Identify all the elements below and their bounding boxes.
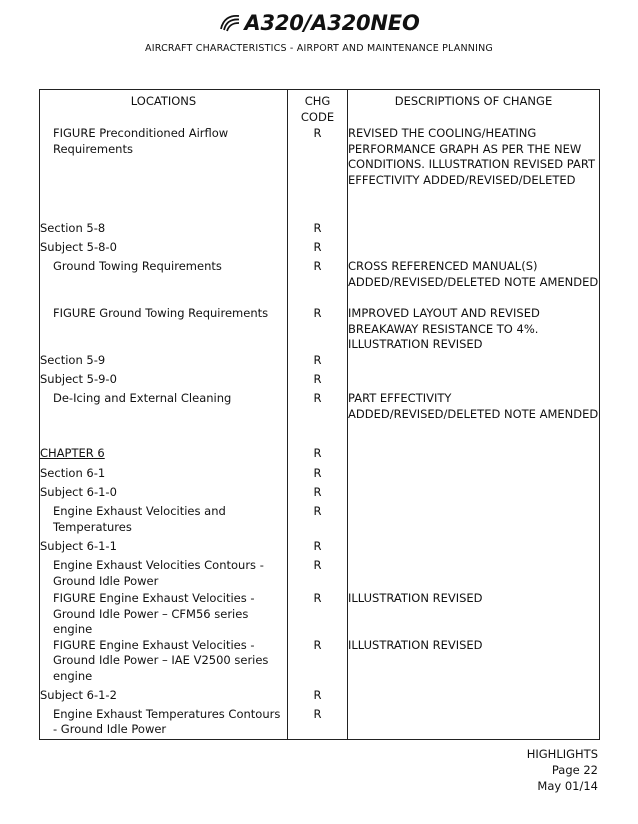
location-cell: Subject 6-1-2 bbox=[40, 687, 117, 702]
location-cell: Engine Exhaust Velocities Contours - Ground Idle Power bbox=[53, 558, 264, 588]
chg-code-cell: R bbox=[288, 466, 348, 485]
table-header-row bbox=[40, 90, 600, 127]
chg-code-column-header: CHG CODE bbox=[288, 90, 348, 127]
description-cell bbox=[348, 504, 600, 539]
description-cell bbox=[348, 485, 600, 504]
table-row bbox=[40, 591, 600, 638]
footer-date: May 01/14 bbox=[537, 779, 598, 793]
chg-code-cell: R bbox=[288, 558, 348, 591]
description-cell bbox=[348, 353, 600, 372]
description-cell bbox=[348, 558, 600, 591]
location-cell: Subject 5-8-0 bbox=[40, 240, 117, 254]
location-cell: Subject 6-1-0 bbox=[40, 485, 117, 499]
table-row bbox=[40, 466, 600, 485]
chg-code-cell: R bbox=[288, 306, 348, 353]
location-cell: FIGURE Ground Towing Requirements bbox=[53, 306, 269, 320]
table-row bbox=[40, 485, 600, 504]
table-row bbox=[40, 259, 600, 306]
chg-code-cell: R bbox=[288, 372, 348, 391]
chg-code-cell: R bbox=[288, 539, 348, 558]
chg-code-cell: R bbox=[288, 446, 348, 466]
table-row bbox=[40, 707, 600, 740]
description-cell: IMPROVED LAYOUT AND REVISED BREAKAWAY RESISTANCE TO 4%. ILLUSTRATION REVISED bbox=[348, 306, 600, 353]
description-cell: REVISED THE COOLING/HEATING PERFORMANCE GRAPH AS PER THE NEW CONDITIONS. ILLUSTRATION REVISED PART EFFECTIVITY ADDED/REVISED/DELETED bbox=[348, 126, 600, 221]
location-cell: Engine Exhaust Velocities and Temperatures bbox=[53, 504, 226, 534]
highlights-table bbox=[39, 89, 600, 740]
table-row bbox=[40, 306, 600, 353]
location-cell: FIGURE Engine Exhaust Velocities - Ground Idle Power – IAE V2500 series engine bbox=[53, 637, 269, 683]
table-row bbox=[40, 353, 600, 372]
table-row bbox=[40, 688, 600, 707]
description-cell: CROSS REFERENCED MANUAL(S) ADDED/REVISED/DELETED NOTE AMENDED bbox=[348, 259, 600, 306]
chg-code-cell: R bbox=[288, 221, 348, 240]
table-row bbox=[40, 446, 600, 466]
table-row bbox=[40, 240, 600, 259]
location-cell: Subject 5-9-0 bbox=[40, 372, 117, 386]
table-row bbox=[40, 638, 600, 688]
description-cell bbox=[348, 240, 600, 259]
description-cell bbox=[348, 466, 600, 485]
document-subtitle: AIRCRAFT CHARACTERISTICS - AIRPORT AND MAINTENANCE PLANNING bbox=[145, 43, 493, 54]
chg-code-cell: R bbox=[288, 688, 348, 707]
location-cell: Subject 6-1-1 bbox=[40, 539, 117, 553]
chg-code-cell: R bbox=[288, 353, 348, 372]
description-cell bbox=[348, 446, 600, 466]
location-cell: Section 5-8 bbox=[40, 221, 106, 235]
location-cell: FIGURE Engine Exhaust Velocities - Ground Idle Power – CFM56 series engine bbox=[53, 591, 255, 636]
table-row bbox=[40, 504, 600, 539]
chg-code-cell: R bbox=[288, 126, 348, 221]
table-row bbox=[40, 391, 600, 446]
table-row bbox=[40, 539, 600, 558]
description-cell bbox=[348, 221, 600, 240]
chg-code-cell: R bbox=[288, 391, 348, 446]
location-cell: Section 6-1 bbox=[40, 466, 106, 480]
location-cell: Engine Exhaust Temperatures Contours - Ground Idle Power bbox=[53, 706, 281, 736]
footer-page-number: Page 22 bbox=[551, 763, 598, 777]
chg-code-cell: R bbox=[288, 591, 348, 638]
description-cell bbox=[348, 539, 600, 558]
location-cell: Section 5-9 bbox=[40, 353, 106, 367]
locations-column-header: LOCATIONS bbox=[130, 94, 197, 108]
chg-code-cell: R bbox=[288, 240, 348, 259]
location-cell: De-Icing and External Cleaning bbox=[53, 391, 232, 405]
description-cell bbox=[348, 707, 600, 740]
chg-code-cell: R bbox=[288, 504, 348, 539]
description-cell: PART EFFECTIVITY ADDED/REVISED/DELETED NOTE AMENDED bbox=[348, 391, 600, 446]
chg-code-cell: R bbox=[288, 259, 348, 306]
airbus-logo-icon bbox=[218, 13, 242, 33]
table-row bbox=[40, 558, 600, 591]
chg-code-cell: R bbox=[288, 707, 348, 740]
table-row bbox=[40, 126, 600, 221]
footer-section-label: HIGHLIGHTS bbox=[526, 747, 598, 761]
description-cell bbox=[348, 688, 600, 707]
location-cell: FIGURE Preconditioned Airflow Requirements bbox=[53, 126, 229, 156]
description-cell: ILLUSTRATION REVISED bbox=[348, 638, 600, 688]
location-cell bbox=[40, 446, 288, 466]
table-row bbox=[40, 372, 600, 391]
table-row bbox=[40, 221, 600, 240]
description-cell bbox=[348, 372, 600, 391]
document-title: A320/A320NEO bbox=[244, 11, 420, 35]
page-footer bbox=[527, 746, 598, 794]
location-cell: Ground Towing Requirements bbox=[53, 259, 222, 273]
descriptions-column-header: DESCRIPTIONS OF CHANGE bbox=[348, 90, 600, 127]
description-cell: ILLUSTRATION REVISED bbox=[348, 591, 600, 638]
chg-code-cell: R bbox=[288, 485, 348, 504]
document-brand bbox=[0, 11, 638, 35]
chg-code-cell: R bbox=[288, 638, 348, 688]
chapter-heading: CHAPTER 6 bbox=[40, 446, 105, 460]
